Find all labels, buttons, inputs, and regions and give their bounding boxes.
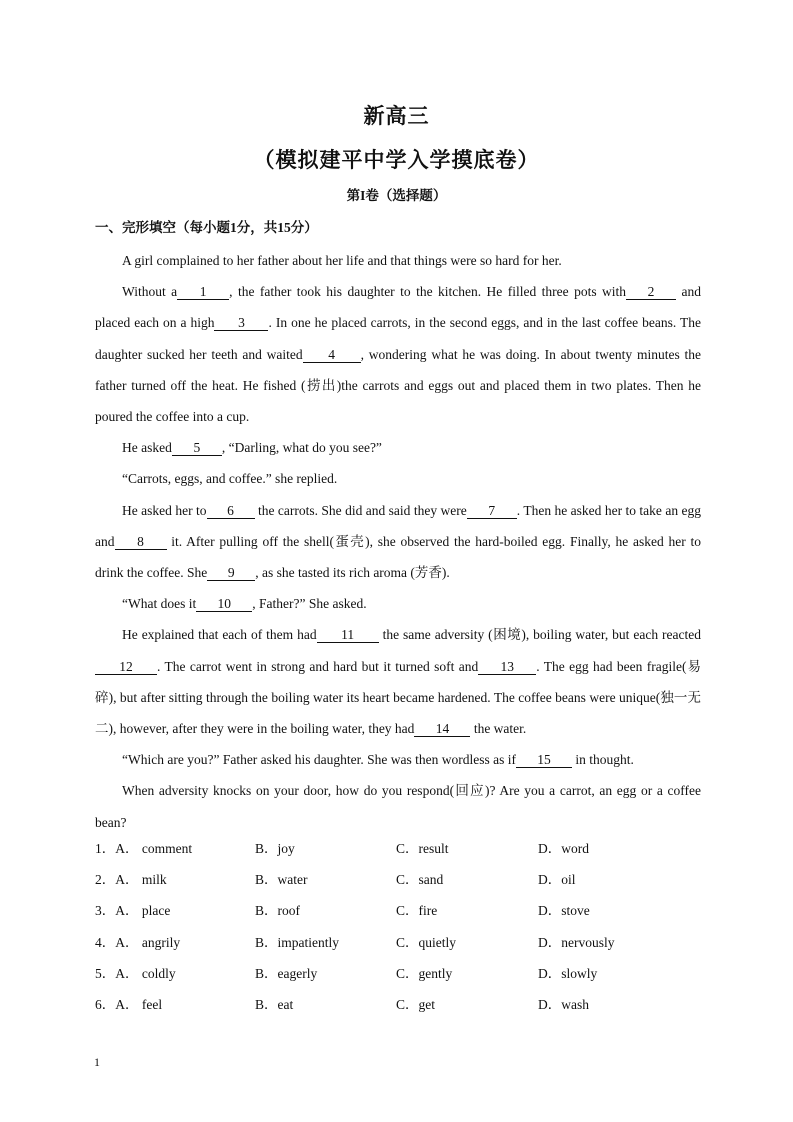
passage-text: . In one he placed carrots, in the second eggs, and in the last coffee beans. The daughter sucked her teeth and waited: [95, 315, 701, 362]
cloze-passage: [95, 245, 701, 838]
blank-13: 13: [478, 660, 536, 675]
question-row: [95, 962, 715, 993]
paragraph-7: [95, 619, 701, 744]
question-row: [95, 837, 715, 868]
option-d: D．stove: [538, 903, 590, 919]
passage-text: the same adversity (困境), boiling water, but each reacted: [378, 627, 701, 643]
paragraph-5: [95, 495, 701, 589]
paragraph-3: [95, 432, 701, 463]
option-a: 6．A． feel: [95, 996, 163, 1012]
blank-14: 14: [414, 722, 470, 737]
option-d: D．oil: [538, 872, 576, 888]
paragraph-4: “Carrots, eggs, and coffee.” she replied.: [122, 471, 338, 487]
blank-11: 11: [317, 628, 379, 643]
blank-12: 12: [95, 660, 157, 675]
blank-6: 6: [207, 504, 255, 519]
passage-text: it. After pulling off the shell(蛋壳), she observed the hard-boiled egg. Finally, he asked her to drink the coffee. She: [95, 533, 701, 581]
option-c: C．sand: [396, 872, 444, 888]
part-heading: 第I卷（选择题）: [346, 188, 447, 203]
passage-text: in thought.: [572, 752, 634, 768]
option-d: D．word: [538, 841, 589, 856]
paragraph-9: When adversity knocks on your door, how do you respond(回应)? Are you a carrot, an egg or a coffee bean?: [95, 783, 701, 830]
question-row: [95, 868, 715, 899]
passage-text: , “Darling, what do you see?”: [221, 440, 382, 456]
option-a: 4．A． angrily: [95, 934, 181, 950]
answer-options: [95, 837, 715, 1024]
option-a: 3．A． place: [95, 903, 171, 919]
passage-text: “Which are you?” Father asked his daughter. She was then wordless as if: [122, 752, 517, 768]
option-c: C．gently: [396, 965, 453, 981]
blank-9: 9: [207, 566, 255, 581]
blank-8: 8: [115, 535, 167, 550]
passage-text: . The carrot went in strong and hard but it turned soft and: [157, 658, 479, 674]
blank-4: 4: [303, 348, 361, 363]
blank-2: 2: [626, 285, 676, 300]
option-b: B．joy: [255, 841, 295, 856]
blank-15: 15: [516, 753, 572, 768]
passage-text: He asked her to: [122, 502, 207, 518]
passage-text: He explained that each of them had: [122, 627, 317, 643]
paragraph-2: [95, 276, 701, 432]
option-b: B．impatiently: [255, 934, 339, 950]
passage-text: . The egg had been fragile(易碎), but after sitting through the boiling water its heart became hardened. The coffee beans were unique(独一无二), however, after they were in the boiling water, they had: [95, 658, 701, 737]
passage-text: , Father?” She asked.: [252, 596, 367, 612]
page-number: 1: [94, 1055, 100, 1069]
option-b: B．roof: [255, 903, 300, 919]
blank-7: 7: [467, 504, 517, 519]
option-d: D．wash: [538, 996, 589, 1012]
option-b: B．water: [255, 872, 308, 888]
option-a: 2．A． milk: [95, 872, 167, 888]
option-c: C．get: [396, 996, 435, 1012]
passage-text: Without a: [122, 284, 178, 300]
passage-text: and placed each on a high: [95, 284, 701, 331]
paragraph-8: [95, 744, 701, 775]
option-b: B．eat: [255, 996, 294, 1012]
passage-text: , the father took his daughter to the kitchen. He filled three pots with: [229, 284, 627, 300]
option-c: C．quietly: [396, 934, 456, 950]
paragraph-1: A girl complained to her father about her life and that things were so hard for her.: [122, 253, 562, 268]
question-row: [95, 899, 715, 930]
blank-5: 5: [172, 441, 222, 456]
paragraph-6: [95, 588, 701, 619]
passage-text: the water.: [470, 721, 527, 737]
option-a: 1．A． comment: [95, 841, 193, 856]
option-d: D．slowly: [538, 965, 598, 981]
blank-1: 1: [177, 285, 229, 300]
option-d: D．nervously: [538, 934, 615, 950]
document-subtitle: （模拟建平中学入学摸底卷）: [253, 148, 540, 172]
passage-text: the carrots. She did and said they were: [254, 502, 467, 518]
document-title: 新高三: [363, 104, 430, 128]
passage-text: , as she tasted its rich aroma (芳香).: [255, 565, 450, 581]
passage-text: , wondering what he was doing. In about twenty minutes the father turned off the heat. He fished (捞出)the carrots and eggs out and placed them in two plates. Then he poured the coffee into a cup.: [95, 346, 701, 425]
blank-3: 3: [214, 316, 268, 331]
option-a: 5．A． coldly: [95, 965, 176, 981]
blank-10: 10: [196, 597, 252, 612]
question-row: [95, 993, 715, 1024]
passage-text: He asked: [122, 440, 172, 456]
question-row: [95, 931, 715, 962]
passage-text: . Then he asked her to take an egg and: [95, 502, 702, 549]
option-c: C．result: [396, 841, 449, 856]
option-b: B．eagerly: [255, 965, 318, 981]
passage-text: “What does it: [122, 596, 197, 612]
option-c: C．fire: [396, 903, 438, 919]
section-heading: 一、完形填空（每小题1分，共15分）: [95, 220, 318, 235]
